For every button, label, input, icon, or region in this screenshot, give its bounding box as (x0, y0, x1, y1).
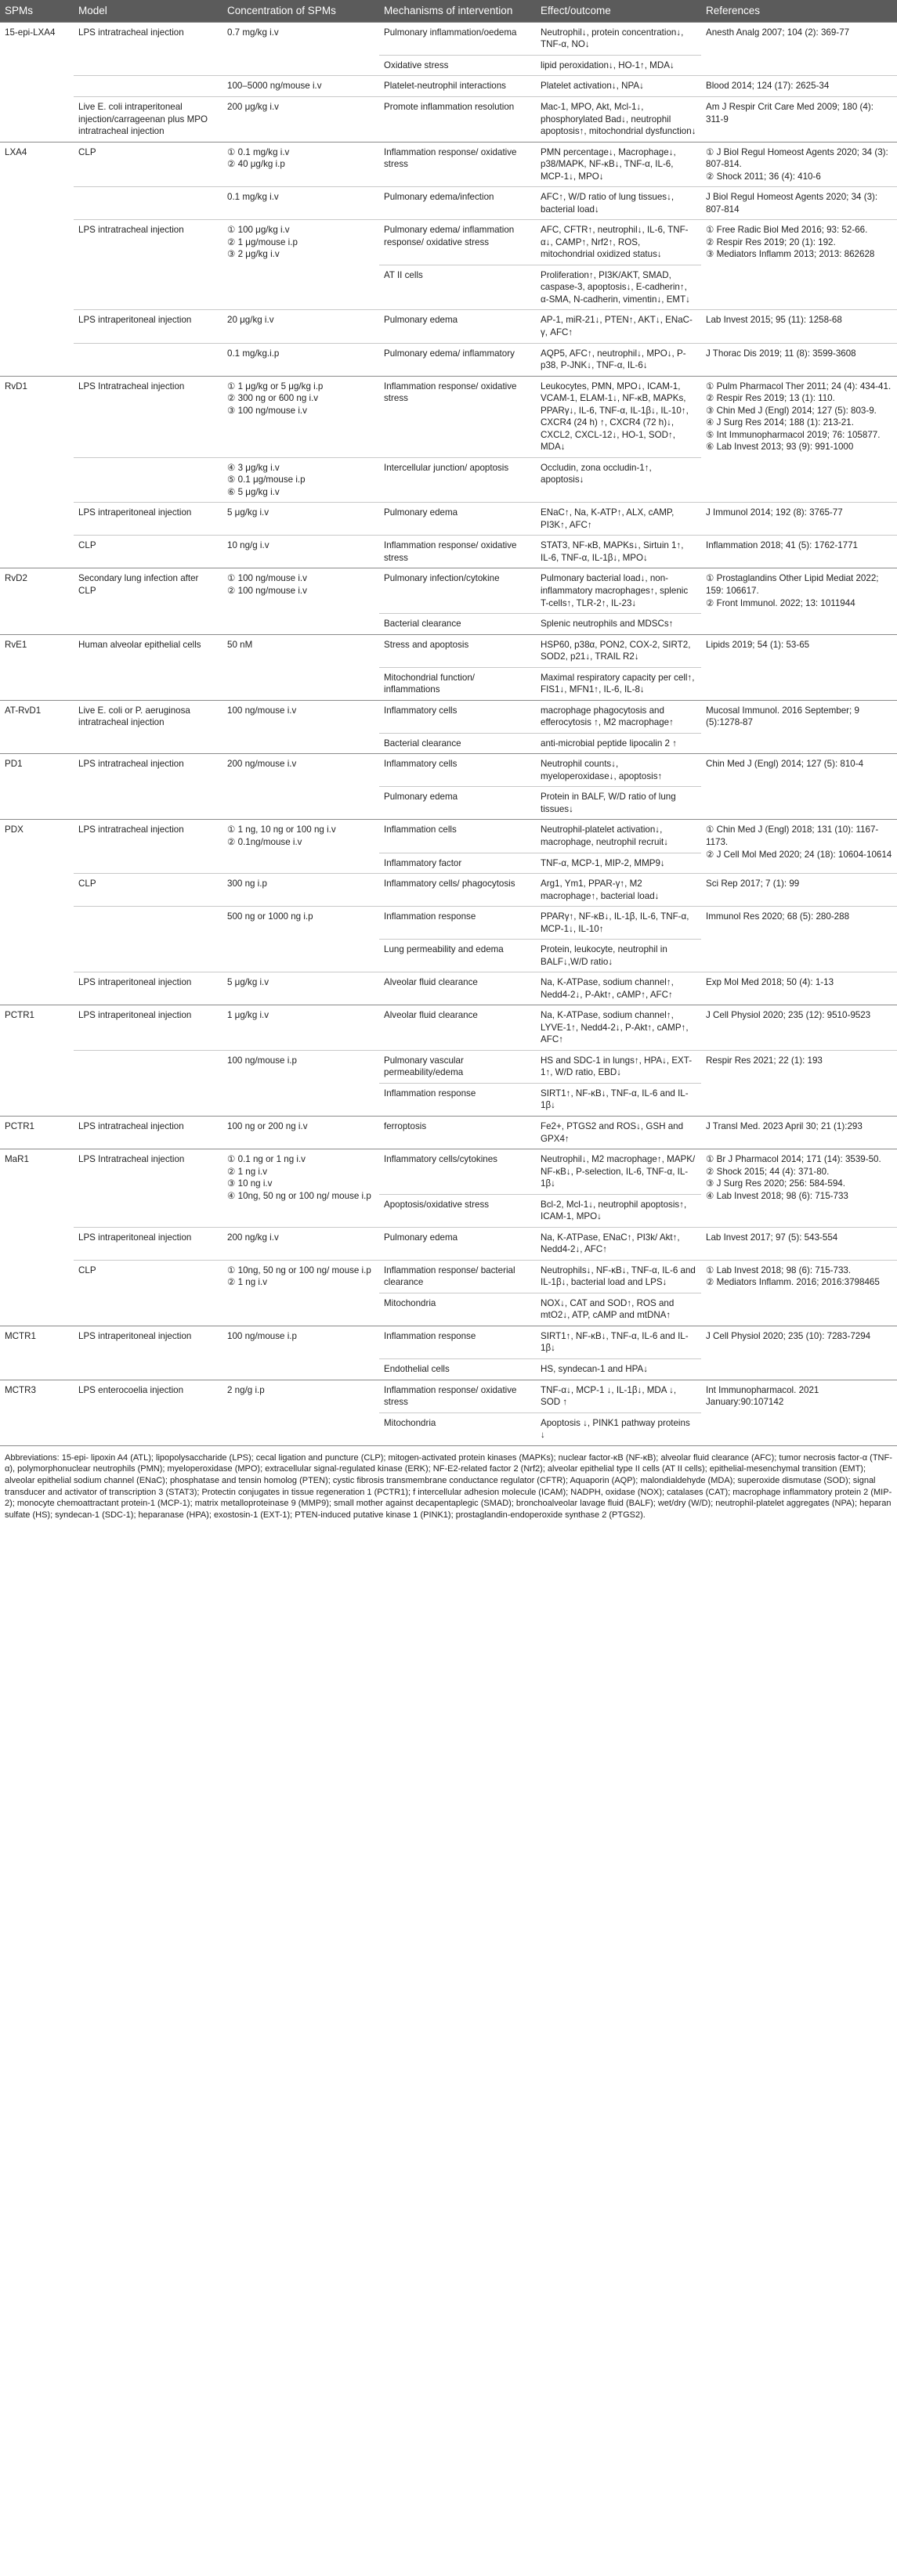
effect-cell: AFC↑, W/D ratio of lung tissues↓, bacterial load↓ (536, 187, 701, 220)
concentration-cell: 100 ng/mouse i.v (222, 700, 379, 754)
header-references: References (701, 0, 897, 22)
spm-name-cell: PCTR1 (0, 1005, 74, 1117)
reference-cell: Respir Res 2021; 22 (1): 193 (701, 1050, 897, 1116)
concentration-cell: 200 μg/kg i.v (222, 97, 379, 143)
spm-name-cell: LXA4 (0, 142, 74, 376)
model-cell: LPS intraperitoneal injection (74, 972, 222, 1005)
reference-cell: Lab Invest 2017; 97 (5): 543-554 (701, 1227, 897, 1260)
mechanism-cell: Inflammation response/ oxidative stress (379, 142, 536, 187)
concentration-cell: 100–5000 ng/mouse i.v (222, 76, 379, 97)
concentration-cell: 1 μg/kg i.v (222, 1005, 379, 1051)
mechanism-cell: Platelet-neutrophil interactions (379, 76, 536, 97)
effect-cell: Leukocytes, PMN, MPO↓, ICAM-1, VCAM-1, ELAM-1↓, NF-κB, MAPKs, PPARγ↓, IL-6, TNF-α, IL-1β↓, IL-10↑, CXCR4 (24 h) ↑, CXCR4 (72 h)↓, CXCL2, CXCL-12↓, HO-1, SOD↑, MDA↓ (536, 376, 701, 457)
concentration-cell: ① 100 μg/kg i.v ② 1 μg/mouse i.p ③ 2 μg/kg i.v (222, 220, 379, 310)
effect-cell: STAT3, NF-κB, MAPKs↓, Sirtuin 1↑, IL-6, TNF-α, IL-1β↓, MPO↓ (536, 536, 701, 568)
table-row (0, 503, 897, 536)
effect-cell: Neutrophil↓, M2 macrophage↑, MAPK/ NF-κB↓, P-selection, IL-6, TNF-α, IL-1β↓ (536, 1149, 701, 1195)
effect-cell: macrophage phagocytosis and efferocytosis ↑, M2 macrophage↑ (536, 700, 701, 733)
spm-name-cell: MCTR1 (0, 1326, 74, 1380)
table-row (0, 1005, 897, 1051)
effect-cell: Na, K-ATPase, ENaC↑, PI3k/ Akt↑, Nedd4-2↓, AFC↑ (536, 1227, 701, 1260)
model-cell: CLP (74, 874, 222, 907)
reference-cell: ① J Biol Regul Homeost Agents 2020; 34 (3): 807-814. ② Shock 2011; 36 (4): 410-6 (701, 142, 897, 187)
mechanism-cell: Pulmonary vascular permeability/edema (379, 1050, 536, 1083)
concentration-cell: 100 ng/mouse i.p (222, 1326, 379, 1380)
reference-cell: Exp Mol Med 2018; 50 (4): 1-13 (701, 972, 897, 1005)
effect-cell: NOX↓, CAT and SOD↑, ROS and mtO2↓, ATP, cAMP and mtDNA↑ (536, 1293, 701, 1326)
spm-name-cell: RvD2 (0, 568, 74, 634)
effect-cell: PPARγ↑, NF-κB↓, IL-1β, IL-6, TNF-α, MCP-1↓, IL-10↑ (536, 907, 701, 940)
abbreviations-footnote: Abbreviations: 15-epi- lipoxin A4 (ATL); lipopolysaccharide (LPS); cecal ligation and puncture (CLP); mitogen-activated protein kinases (MAPKs); nuclear factor-κB (NF-κB); alveolar fluid clearance (AFC); tumor necrosis factor-α (TNF-α), polymorphonuclear neutrophils (PMN); myeloperoxidase (MPO); extracellular signal-regulated kinase (ERK); NF-E2-related factor 2 (Nrf2); alveolar epithelial type II cells (AT II cells); epithelial-mesenchymal transition (EMT); alveolar epithelial sodium channel (ENaC); phosphatase and tensin homolog (PTEN); cystic fibrosis transmembrane conductance regulator (CFTR); Aquaporin (AQP); malondialdehyde (MDA); superoxide dismutase (SOD); signal transducer and activator of transcription 3 (STAT3); Protectin conjugates in tissue regeneration 1 (PCTR1); f intercellular adhesion molecule (ICAM); NADPH, oxidase (NOX); catalases (CAT); macrophage inflammatory protein 2 (MIP-2); monocyte chemoattractant protein-1 (MCP-1); matrix metalloproteinase 9 (MMP9); small mother against decapentaplegic (SMAD); bronchoalveolar lavage fluid (BALF); wet/dry (W/D); neutrophil-platelet aggregates (NPA); heparan sulfate (HS); syndecan-1 (SDC-1); heparanase (HPA); exostosin-1 (EXT-1); PTEN-induced putative kinase 1 (PINK1); prostaglandin-endoperoxide synthase 2 (PTGS2). (0, 1445, 897, 1521)
mechanism-cell: Inflammation cells (379, 820, 536, 853)
reference-cell: Inflammation 2018; 41 (5): 1762-1771 (701, 536, 897, 568)
concentration-cell: ① 10ng, 50 ng or 100 ng/ mouse i.p ② 1 ng i.v (222, 1260, 379, 1326)
effect-cell: Platelet activation↓, NPA↓ (536, 76, 701, 97)
header-mechanisms: Mechanisms of intervention (379, 0, 536, 22)
table-row (0, 536, 897, 568)
mechanism-cell: Pulmonary edema (379, 1227, 536, 1260)
header-concentration: Concentration of SPMs (222, 0, 379, 22)
model-cell: LPS intratracheal injection (74, 1117, 222, 1149)
mechanism-cell: Pulmonary edema/ inflammatory (379, 343, 536, 376)
effect-cell: Neutrophil counts↓, myeloperoxidase↓, apoptosis↑ (536, 754, 701, 787)
effect-cell: PMN percentage↓, Macrophage↓, p38/MAPK, NF-κB↓, TNF-α, IL-6, MCP-1↓, MPO↓ (536, 142, 701, 187)
table-row (0, 457, 897, 503)
table-row (0, 22, 897, 55)
spm-name-cell: RvE1 (0, 634, 74, 700)
model-cell (74, 76, 222, 97)
mechanism-cell: Endothelial cells (379, 1358, 536, 1380)
table-row (0, 220, 897, 265)
spm-name-cell: MaR1 (0, 1149, 74, 1326)
effect-cell: anti-microbial peptide lipocalin 2 ↑ (536, 733, 701, 754)
mechanism-cell: Mitochondria (379, 1412, 536, 1445)
table-row (0, 874, 897, 907)
spm-name-cell: PD1 (0, 754, 74, 820)
effect-cell: HSP60, p38α, PON2, COX-2, SIRT2, SOD2, p21↓, TRAIL R2↓ (536, 634, 701, 667)
model-cell (74, 187, 222, 220)
concentration-cell: 300 ng i.p (222, 874, 379, 907)
concentration-cell: ① 1 μg/kg or 5 μg/kg i.p ② 300 ng or 600 ng i.v ③ 100 ng/mouse i.v (222, 376, 379, 457)
table-row (0, 97, 897, 143)
table-row (0, 972, 897, 1005)
reference-cell: Immunol Res 2020; 68 (5): 280-288 (701, 907, 897, 972)
mechanism-cell: Inflammation response (379, 1083, 536, 1116)
reference-cell: Am J Respir Crit Care Med 2009; 180 (4): 311-9 (701, 97, 897, 143)
reference-cell: Lab Invest 2015; 95 (11): 1258-68 (701, 310, 897, 343)
concentration-cell: 200 ng/kg i.v (222, 1227, 379, 1260)
table-row (0, 376, 897, 457)
mechanism-cell: Pulmonary edema (379, 503, 536, 536)
effect-cell: Neutrophil-platelet activation↓, macrophage, neutrophil recruit↓ (536, 820, 701, 853)
reference-cell: ① Chin Med J (Engl) 2018; 131 (10): 1167-1173. ② J Cell Mol Med 2020; 24 (18): 10604-10614 (701, 820, 897, 874)
model-cell: Human alveolar epithelial cells (74, 634, 222, 700)
concentration-cell: 50 nM (222, 634, 379, 700)
table-row (0, 310, 897, 343)
table-row (0, 820, 897, 853)
model-cell: LPS Intratracheal injection (74, 1149, 222, 1228)
effect-cell: Mac-1, MPO, Akt, Mcl-1↓, phosphorylated Bad↓, neutrophil apoptosis↑, mitochondrial dysfunction↓ (536, 97, 701, 143)
effect-cell: Maximal respiratory capacity per cell↑, FIS1↓, MFN1↑, IL-6, IL-8↓ (536, 667, 701, 700)
model-cell: Live E. coli intraperitoneal injection/carrageenan plus MPO intratracheal injection (74, 97, 222, 143)
model-cell: LPS enterocoelia injection (74, 1380, 222, 1445)
table-row (0, 1050, 897, 1083)
spm-name-cell: PCTR1 (0, 1117, 74, 1149)
reference-cell: J Cell Physiol 2020; 235 (12): 9510-9523 (701, 1005, 897, 1051)
model-cell (74, 343, 222, 376)
reference-cell: ① Free Radic Biol Med 2016; 93: 52-66. ② Respir Res 2019; 20 (1): 192. ③ Mediators Inflamm 2013; 2013: 862628 (701, 220, 897, 310)
effect-cell: Apoptosis ↓, PINK1 pathway proteins ↓ (536, 1412, 701, 1445)
mechanism-cell: Inflammation response/ oxidative stress (379, 536, 536, 568)
effect-cell: Splenic neutrophils and MDSCs↑ (536, 614, 701, 635)
reference-cell: J Biol Regul Homeost Agents 2020; 34 (3): 807-814 (701, 187, 897, 220)
mechanism-cell: Inflammatory cells (379, 700, 536, 733)
reference-cell: Anesth Analg 2007; 104 (2): 369-77 (701, 22, 897, 76)
mechanism-cell: Oxidative stress (379, 55, 536, 76)
effect-cell: Occludin, zona occludin-1↑, apoptosis↓ (536, 457, 701, 503)
model-cell (74, 907, 222, 972)
table-row (0, 1326, 897, 1358)
reference-cell: Sci Rep 2017; 7 (1): 99 (701, 874, 897, 907)
mechanism-cell: Inflammation response (379, 907, 536, 940)
mechanism-cell: Inflammatory factor (379, 853, 536, 874)
effect-cell: HS, syndecan-1 and HPA↓ (536, 1358, 701, 1380)
table-row (0, 1260, 897, 1293)
concentration-cell: 20 μg/kg i.v (222, 310, 379, 343)
effect-cell: Neutrophil↓, protein concentration↓, TNF-α, NO↓ (536, 22, 701, 55)
model-cell: Live E. coli or P. aeruginosa intratracheal injection (74, 700, 222, 754)
effect-cell: HS and SDC-1 in lungs↑, HPA↓, EXT-1↑, W/D ratio, EBD↓ (536, 1050, 701, 1083)
effect-cell: Na, K-ATPase, sodium channel↑, Nedd4-2↓, P-Akt↑, cAMP↑, AFC↑ (536, 972, 701, 1005)
mechanism-cell: Bacterial clearance (379, 614, 536, 635)
concentration-cell: ① 0.1 mg/kg i.v ② 40 μg/kg i.p (222, 142, 379, 187)
reference-cell: ① Prostaglandins Other Lipid Mediat 2022; 159: 106617. ② Front Immunol. 2022; 13: 1011944 (701, 568, 897, 634)
table-row (0, 1380, 897, 1412)
mechanism-cell: Inflammatory cells/cytokines (379, 1149, 536, 1195)
concentration-cell: 0.7 mg/kg i.v (222, 22, 379, 76)
reference-cell: J Transl Med. 2023 April 30; 21 (1):293 (701, 1117, 897, 1149)
mechanism-cell: Inflammation response/ oxidative stress (379, 376, 536, 457)
mechanism-cell: Lung permeability and edema (379, 940, 536, 972)
mechanism-cell: Inflammation response/ bacterial clearance (379, 1260, 536, 1293)
table-row (0, 1117, 897, 1149)
effect-cell: Pulmonary bacterial load↓, non-inflammatory macrophages↑, splenic T-cells↑, TLR-2↑, IL-23↓ (536, 568, 701, 614)
reference-cell: Int Immunopharmacol. 2021 January:90:107142 (701, 1380, 897, 1445)
mechanism-cell: Intercellular junction/ apoptosis (379, 457, 536, 503)
mechanism-cell: Pulmonary edema (379, 310, 536, 343)
concentration-cell: ① 1 ng, 10 ng or 100 ng i.v ② 0.1ng/mouse i.v (222, 820, 379, 874)
effect-cell: Fe2+, PTGS2 and ROS↓, GSH and GPX4↑ (536, 1117, 701, 1149)
reference-cell: Lipids 2019; 54 (1): 53-65 (701, 634, 897, 700)
table-row (0, 907, 897, 940)
effect-cell: AQP5, AFC↑, neutrophil↓, MPO↓, P-p38, P-JNK↓, TNF-α, IL-6↓ (536, 343, 701, 376)
concentration-cell: ④ 3 μg/kg i.v ⑤ 0.1 μg/mouse i.p ⑥ 5 μg/kg i.v (222, 457, 379, 503)
reference-cell: J Cell Physiol 2020; 235 (10): 7283-7294 (701, 1326, 897, 1380)
effect-cell: SIRT1↑, NF-κB↓, TNF-α, IL-6 and IL-1β↓ (536, 1326, 701, 1358)
spm-name-cell: AT-RvD1 (0, 700, 74, 754)
mechanism-cell: Mitochondrial function/ inflammations (379, 667, 536, 700)
spm-name-cell: RvD1 (0, 376, 74, 568)
concentration-cell: 0.1 mg/kg.i.p (222, 343, 379, 376)
effect-cell: Proliferation↑, PI3K/AKT, SMAD, caspase-3, apoptosis↓, E-cadherin↑, α-SMA, N-cadherin, vimentin↓, EMT↓ (536, 265, 701, 310)
effect-cell: Neutrophils↓, NF-κB↓, TNF-α, IL-6 and IL-1β↓, bacterial load and LPS↓ (536, 1260, 701, 1293)
mechanism-cell: Inflammatory cells/ phagocytosis (379, 874, 536, 907)
mechanism-cell: Pulmonary edema (379, 787, 536, 820)
model-cell: LPS intratracheal injection (74, 220, 222, 310)
model-cell: LPS intraperitoneal injection (74, 1326, 222, 1380)
concentration-cell: 100 ng or 200 ng i.v (222, 1117, 379, 1149)
spm-name-cell: 15-epi-LXA4 (0, 22, 74, 142)
mechanism-cell: Promote inflammation resolution (379, 97, 536, 143)
table-row (0, 142, 897, 187)
model-cell: CLP (74, 142, 222, 187)
mechanism-cell: Inflammation response (379, 1326, 536, 1358)
mechanism-cell: Pulmonary edema/ inflammation response/ oxidative stress (379, 220, 536, 265)
mechanism-cell: AT II cells (379, 265, 536, 310)
concentration-cell: ① 0.1 ng or 1 ng i.v ② 1 ng i.v ③ 10 ng i.v ④ 10ng, 50 ng or 100 ng/ mouse i.p (222, 1149, 379, 1228)
effect-cell: Protein in BALF, W/D ratio of lung tissues↓ (536, 787, 701, 820)
model-cell (74, 457, 222, 503)
mechanism-cell: Mitochondria (379, 1293, 536, 1326)
table-row (0, 700, 897, 733)
table-body (0, 22, 897, 1445)
table-row (0, 754, 897, 787)
table-row (0, 568, 897, 614)
table-row (0, 187, 897, 220)
reference-cell: J Thorac Dis 2019; 11 (8): 3599-3608 (701, 343, 897, 376)
model-cell: LPS intraperitoneal injection (74, 310, 222, 343)
effect-cell: Arg1, Ym1, PPAR-γ↑, M2 macrophage↑, bacterial load↓ (536, 874, 701, 907)
model-cell (74, 1050, 222, 1116)
effect-cell: SIRT1↑, NF-κB↓, TNF-α, IL-6 and IL-1β↓ (536, 1083, 701, 1116)
spm-name-cell: PDX (0, 820, 74, 1005)
concentration-cell: ① 100 ng/mouse i.v ② 100 ng/mouse i.v (222, 568, 379, 634)
concentration-cell: 200 ng/mouse i.v (222, 754, 379, 820)
mechanism-cell: Inflammatory cells (379, 754, 536, 787)
model-cell: LPS intratracheal injection (74, 22, 222, 76)
model-cell: CLP (74, 1260, 222, 1326)
effect-cell: AP-1, miR-21↓, PTEN↑, AKT↓, ENaC-γ, AFC↑ (536, 310, 701, 343)
concentration-cell: 0.1 mg/kg i.v (222, 187, 379, 220)
reference-cell: J Immunol 2014; 192 (8): 3765-77 (701, 503, 897, 536)
header-model: Model (74, 0, 222, 22)
reference-cell: ① Pulm Pharmacol Ther 2011; 24 (4): 434-41. ② Respir Res 2019; 13 (1): 110. ③ Chin Med J (Engl) 2014; 127 (5): 803-9. ④ J Surg Res 2014; 188 (1): 213-21. ⑤ Int Immunopharmacol 2019; 76: 105877. ⑥ Lab Invest 2013; 93 (9): 991-1000 (701, 376, 897, 457)
table-row (0, 1227, 897, 1260)
model-cell: LPS intratracheal injection (74, 754, 222, 820)
effect-cell: AFC, CFTR↑, neutrophil↓, IL-6, TNF-α↓, CAMP↑, Nrf2↑, ROS, mitochondrial oxidized status↓ (536, 220, 701, 265)
table-row (0, 1149, 897, 1195)
mechanism-cell: Inflammation response/ oxidative stress (379, 1380, 536, 1412)
mechanism-cell: Pulmonary inflammation/oedema (379, 22, 536, 55)
model-cell: LPS intratracheal injection (74, 820, 222, 874)
reference-cell: ① Lab Invest 2018; 98 (6): 715-733. ② Mediators Inflamm. 2016; 2016:3798465 (701, 1260, 897, 1326)
table-row (0, 76, 897, 97)
concentration-cell: 10 ng/g i.v (222, 536, 379, 568)
effect-cell: Na, K-ATPase, sodium channel↑, LYVE-1↑, Nedd4-2↓, P-Akt↑, cAMP↑, AFC↑ (536, 1005, 701, 1051)
table-row (0, 343, 897, 376)
model-cell: LPS intraperitoneal injection (74, 1227, 222, 1260)
model-cell: LPS Intratracheal injection (74, 376, 222, 457)
model-cell: LPS intraperitoneal injection (74, 1005, 222, 1051)
mechanism-cell: Bacterial clearance (379, 733, 536, 754)
concentration-cell: 5 μg/kg i.v (222, 972, 379, 1005)
mechanism-cell: Stress and apoptosis (379, 634, 536, 667)
effect-cell: ENaC↑, Na, K-ATP↑, ALX, cAMP, PI3K↑, AFC↑ (536, 503, 701, 536)
spm-name-cell: MCTR3 (0, 1380, 74, 1445)
header-spms: SPMs (0, 0, 74, 22)
model-cell: LPS intraperitoneal injection (74, 503, 222, 536)
model-cell: CLP (74, 536, 222, 568)
mechanism-cell: ferroptosis (379, 1117, 536, 1149)
reference-cell: ① Br J Pharmacol 2014; 171 (14): 3539-50. ② Shock 2015; 44 (4): 371-80. ③ J Surg Res 2020; 256: 584-594. ④ Lab Invest 2018; 98 (6): 715-733 (701, 1149, 897, 1228)
concentration-cell: 500 ng or 1000 ng i.p (222, 907, 379, 972)
table-header-row (0, 0, 897, 22)
effect-cell: Bcl-2, Mcl-1↓, neutrophil apoptosis↑, ICAM-1, MPO↓ (536, 1194, 701, 1227)
reference-cell: Mucosal Immunol. 2016 September; 9 (5):1278-87 (701, 700, 897, 754)
mechanism-cell: Pulmonary infection/cytokine (379, 568, 536, 614)
reference-cell: Blood 2014; 124 (17): 2625-34 (701, 76, 897, 97)
model-cell: Secondary lung infection after CLP (74, 568, 222, 634)
effect-cell: lipid peroxidation↓, HO-1↑, MDA↓ (536, 55, 701, 76)
effect-cell: TNF-α↓, MCP-1 ↓, IL-1β↓, MDA ↓, SOD ↑ (536, 1380, 701, 1412)
reference-cell: Chin Med J (Engl) 2014; 127 (5): 810-4 (701, 754, 897, 820)
concentration-cell: 5 μg/kg i.v (222, 503, 379, 536)
concentration-cell: 100 ng/mouse i.p (222, 1050, 379, 1116)
mechanism-cell: Pulmonary edema/infection (379, 187, 536, 220)
header-effect: Effect/outcome (536, 0, 701, 22)
effect-cell: TNF-α, MCP-1, MIP-2, MMP9↓ (536, 853, 701, 874)
mechanism-cell: Apoptosis/oxidative stress (379, 1194, 536, 1227)
mechanism-cell: Alveolar fluid clearance (379, 972, 536, 1005)
concentration-cell: 2 ng/g i.p (222, 1380, 379, 1445)
mechanism-cell: Alveolar fluid clearance (379, 1005, 536, 1051)
table-row (0, 634, 897, 667)
effect-cell: Protein, leukocyte, neutrophil in BALF↓,W/D ratio↓ (536, 940, 701, 972)
